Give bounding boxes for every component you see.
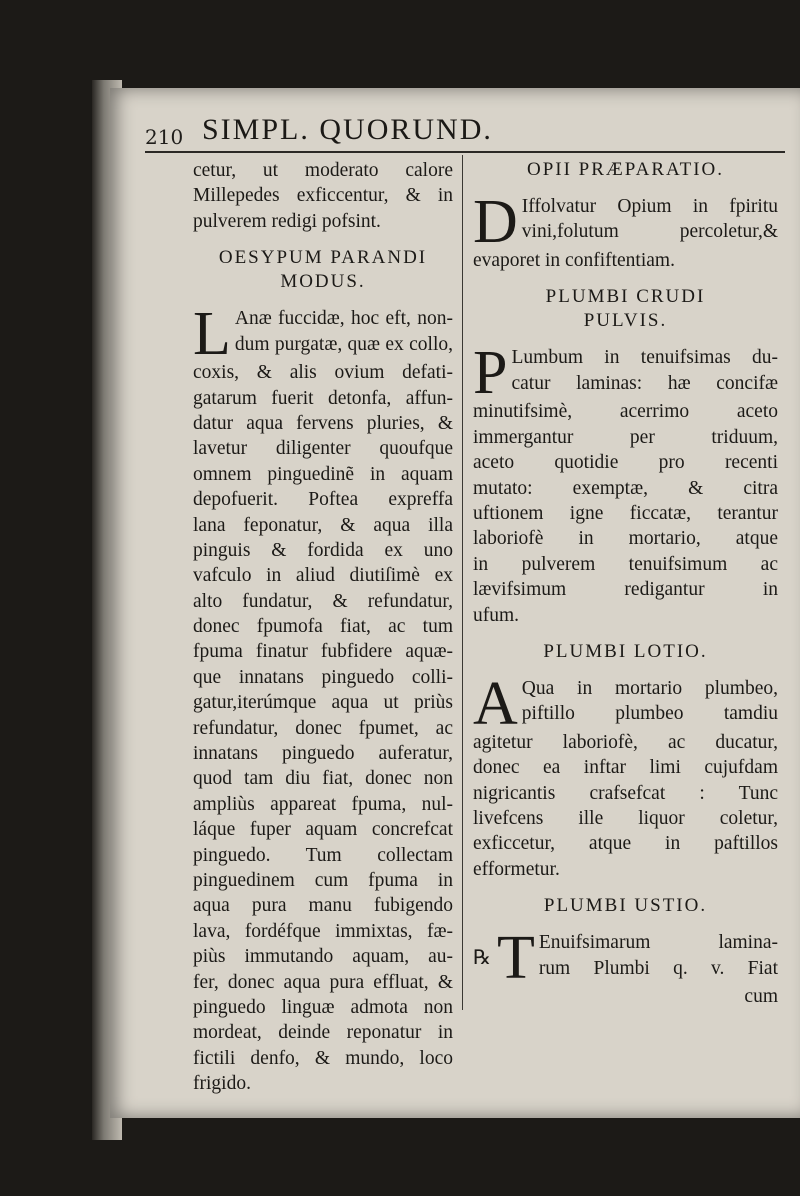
text-line: catur laminas: hæ concifæ — [511, 372, 778, 394]
text-line: láque fuper aquam concrefcat — [193, 819, 453, 841]
drop-cap: ℞T — [473, 930, 535, 985]
text-line: Anæ fuccidæ, hoc eft, non- — [234, 308, 453, 330]
text-line: depofuerit. Poftea expreffa — [193, 489, 453, 511]
section-heading: OPII PRÆPARATIO. — [526, 159, 725, 180]
text-line: livefcens ille liquor coletur, — [473, 808, 778, 830]
running-head: SIMPL. QUORUND. — [202, 113, 493, 146]
drop-cap: A — [473, 675, 518, 730]
section-body — [473, 730, 778, 882]
right-column — [473, 158, 778, 1010]
text-line: Enuifsimarum lamina- — [538, 932, 778, 954]
text-line: pinguis & fordida ex uno — [193, 539, 453, 561]
paragraph-opium — [473, 194, 778, 248]
drop-cap: D — [473, 194, 518, 248]
text-line: agitetur laboriofè, ac ducatur, — [473, 731, 778, 753]
text-line: Qua in mortario plumbeo, — [521, 677, 778, 699]
text-line: ampliùs appareat fpuma, nul- — [193, 793, 453, 815]
text-line: laboriofè in mortario, atque — [473, 528, 778, 550]
text-line: rum Plumbi q. v. Fiat — [538, 957, 778, 979]
section-heading: PULVIS. — [583, 310, 668, 332]
section-heading: MODUS. — [280, 271, 366, 293]
text-line: datur aqua fervens pluries, & — [193, 412, 453, 434]
section-heading: PLUMBI LOTIO. — [543, 640, 708, 662]
text-line: gatarum fuerit detonfa, affun- — [193, 387, 453, 409]
text-line: fpuma finatur fubfidere aquæ- — [193, 641, 453, 663]
text-line: pinguedo linguæ admota non — [193, 996, 453, 1018]
text-line: aqua pura manu fubigendo — [193, 895, 453, 917]
text-line: in pulverem tenuifsimum ac — [473, 553, 778, 575]
text-line: minutifsimè, acerrimo aceto — [473, 401, 778, 423]
text-line: evaporet in confiftentiam. — [473, 250, 675, 271]
paragraph-oesypum — [193, 306, 453, 360]
text-line: Iffolvatur Opium in fpiritu — [521, 196, 778, 217]
page-header — [145, 115, 785, 153]
text-line: fer, donec aqua pura effluat, & — [193, 971, 453, 993]
text-line: innatans pinguedo auferatur, — [193, 743, 453, 765]
text-line: dum purgatæ, quæ ex collo, — [234, 333, 453, 355]
text-line: ufum. — [473, 604, 520, 626]
text-line: piùs immutando aquam, au- — [193, 946, 453, 968]
text-line: mordeat, deinde reponatur in — [193, 1022, 453, 1044]
text-line: quod tam diu fiat, donec non — [193, 768, 453, 790]
text-line: omnem pinguedinẽ in aquam — [193, 463, 453, 485]
column-divider — [462, 155, 463, 1010]
text-line: immergantur per triduum, — [473, 426, 778, 448]
text-line: mutato: exemptæ, & citra — [473, 477, 778, 499]
text-line: efformetur. — [473, 858, 560, 880]
text-line: refundatur, donec fpumet, ac — [193, 717, 453, 739]
text-line: exficcetur, atque in paftillos — [473, 833, 778, 855]
text-line: fictili denfo, & mundo, loco — [193, 1047, 453, 1069]
text-line: donec fpumofa fiat, ac tum — [193, 616, 453, 638]
text-line: gatur,iterúmque aqua ut priùs — [193, 692, 453, 714]
section-heading: PLUMBI CRUDI — [545, 286, 706, 308]
text-line: vafculo in aliud diutiſimè ex — [193, 565, 453, 587]
text-line: Lumbum in tenuifsimas du- — [511, 347, 778, 369]
text-line: pinguedo. Tum collectam — [193, 844, 453, 866]
text-line: vini,folutum percoletur,& — [521, 221, 778, 243]
catchword: cum — [744, 986, 778, 1008]
text-line: coxis, & alis ovium defati- — [193, 362, 453, 384]
text-line: Millepedes exficcentur, & in — [193, 185, 453, 207]
page-number: 210 — [145, 125, 184, 149]
drop-cap: L — [193, 306, 231, 361]
text-line: frigido. — [193, 1073, 251, 1095]
text-line: que innatans pinguedo colli- — [193, 666, 453, 688]
text-line: lævifsimum redigantur in — [473, 579, 778, 601]
recipe-symbol: ℞ — [473, 947, 491, 970]
section-heading: PLUMBI USTIO. — [543, 895, 708, 917]
text-line: alto fundatur, & refundatur, — [193, 590, 453, 612]
text-line: pulverem redigi pofsint. — [193, 210, 381, 232]
paragraph-plumbi-lotio — [473, 676, 778, 730]
text-line: cetur, ut moderato calore — [193, 160, 453, 181]
text-line: donec ea inftar limi cujufdam — [473, 757, 778, 779]
section-body — [473, 399, 778, 628]
text-line: lava, fordéfque immixtas, fæ- — [193, 920, 453, 942]
paragraph-plumbi-pulvis — [473, 345, 778, 399]
left-body — [193, 360, 453, 1096]
paragraph-plumbi-ustio — [473, 930, 778, 984]
left-column — [193, 158, 453, 1097]
text-line: aceto quotidie pro recenti — [473, 452, 778, 474]
section-heading: OESYPUM PARANDI — [218, 247, 428, 269]
text-line: nigricantis crafsefcat : Tunc — [473, 782, 778, 804]
text-line: lana feponatur, & aqua illa — [193, 514, 453, 536]
text-line: pinguedinem cum fpuma in — [193, 869, 453, 891]
text-line: uftionem igne ficcatæ, terantur — [473, 502, 778, 524]
drop-cap: P — [473, 345, 508, 400]
text-line: piftillo plumbeo tamdiu — [521, 703, 778, 725]
text-line: lavetur diligenter quoufque — [193, 438, 453, 460]
